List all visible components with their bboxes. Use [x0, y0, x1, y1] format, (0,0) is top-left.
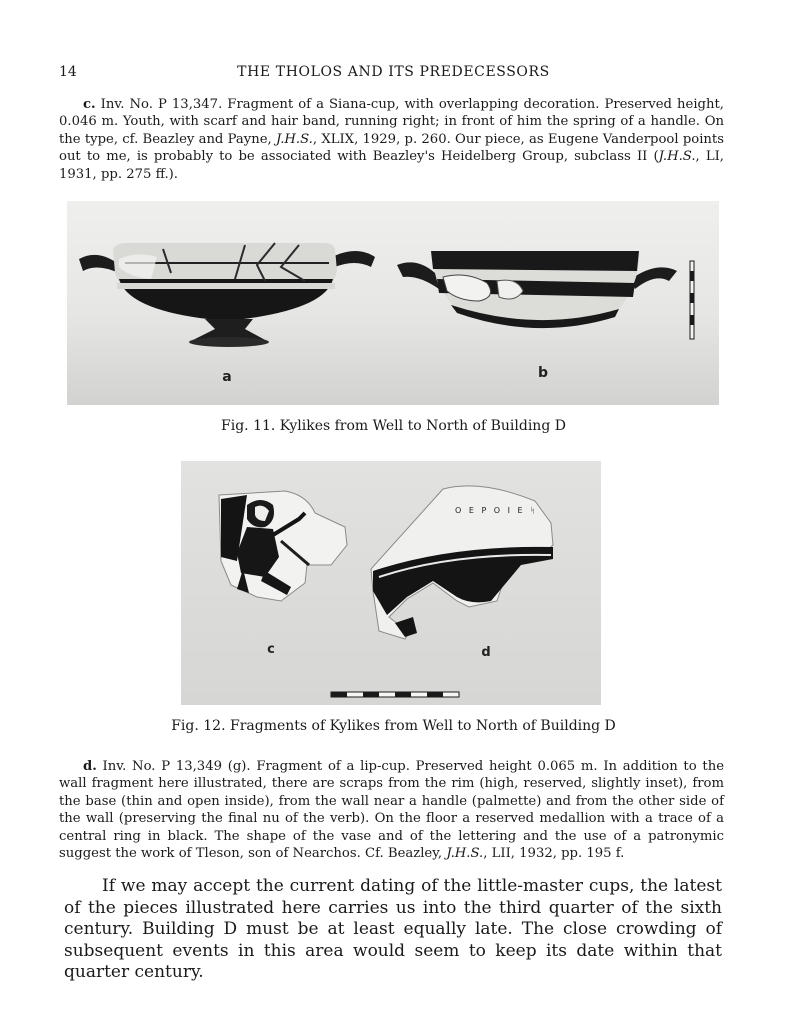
entry-d-text: d. Inv. No. P 13,349 (g). Fragment of a lip-cup. Preserved height 0.065 m. In addition to the wall fragment here illustrated, there are scraps from the rim (high, reserved, slightly inset), from the base (thin and open inside), from the wall near a handle (palmette) and from the other side of the wall (preserving the final nu of the verb). On the floor a reserved medallion with a trace of a central ring in black. The shape of the vase and of the lettering and the use of a patronymic suggest the work of Tleson, son of Nearchos. Cf. Beazley, J.H.S., LII, 1932, pp. 195 f.	[59, 759, 724, 862]
figure-12-photo	[181, 461, 601, 705]
entry-c-text: c. Inv. No. P 13,347. Fragment of a Siana-cup, with overlapping decoration. Preserved height, 0.046 m. Youth, with scarf and hair band, running right; in front of him the spring of a handle. On the type, cf. Beazley and Payne, J.H.S., XLIX, 1929, p. 260. Our piece, as Eugene Vanderpool points out to me, is probably to be associated with Beazley's Heidelberg Group, subclass II (J.H.S., LI, 1931, pp. 275 ff.).	[59, 97, 724, 182]
fragment-d-inscription: O E P O I E ᛋ	[455, 506, 538, 515]
figure-12-caption: Fig. 12. Fragments of Kylikes from Well to North of Building D	[171, 718, 616, 734]
running-title: THE THOLOS AND ITS PREDECESSORS	[237, 64, 550, 80]
body-paragraph: If we may accept the current dating of the little-master cups, the latest of the pieces illustrated here carries us into the third quarter of the sixth century. Building D must be at least equally late. The close crowding of subsequent events in this area would seem to keep its date within that quarter century.	[64, 876, 722, 983]
scale-bar-11	[690, 261, 694, 339]
figure-11-caption: Fig. 11. Kylikes from Well to North of Building D	[221, 418, 566, 434]
figure-11-label-a: a	[222, 369, 232, 385]
figure-12-label-c: c	[267, 642, 275, 657]
figure-11-label-b: b	[537, 365, 549, 381]
page-number: 14	[59, 64, 77, 80]
entry-d-label: d.	[83, 759, 97, 774]
figure-12-label-d: d	[481, 645, 491, 660]
entry-c-label: c.	[83, 97, 96, 112]
scale-bar-12	[331, 692, 459, 697]
figure-11-photo	[67, 201, 719, 405]
